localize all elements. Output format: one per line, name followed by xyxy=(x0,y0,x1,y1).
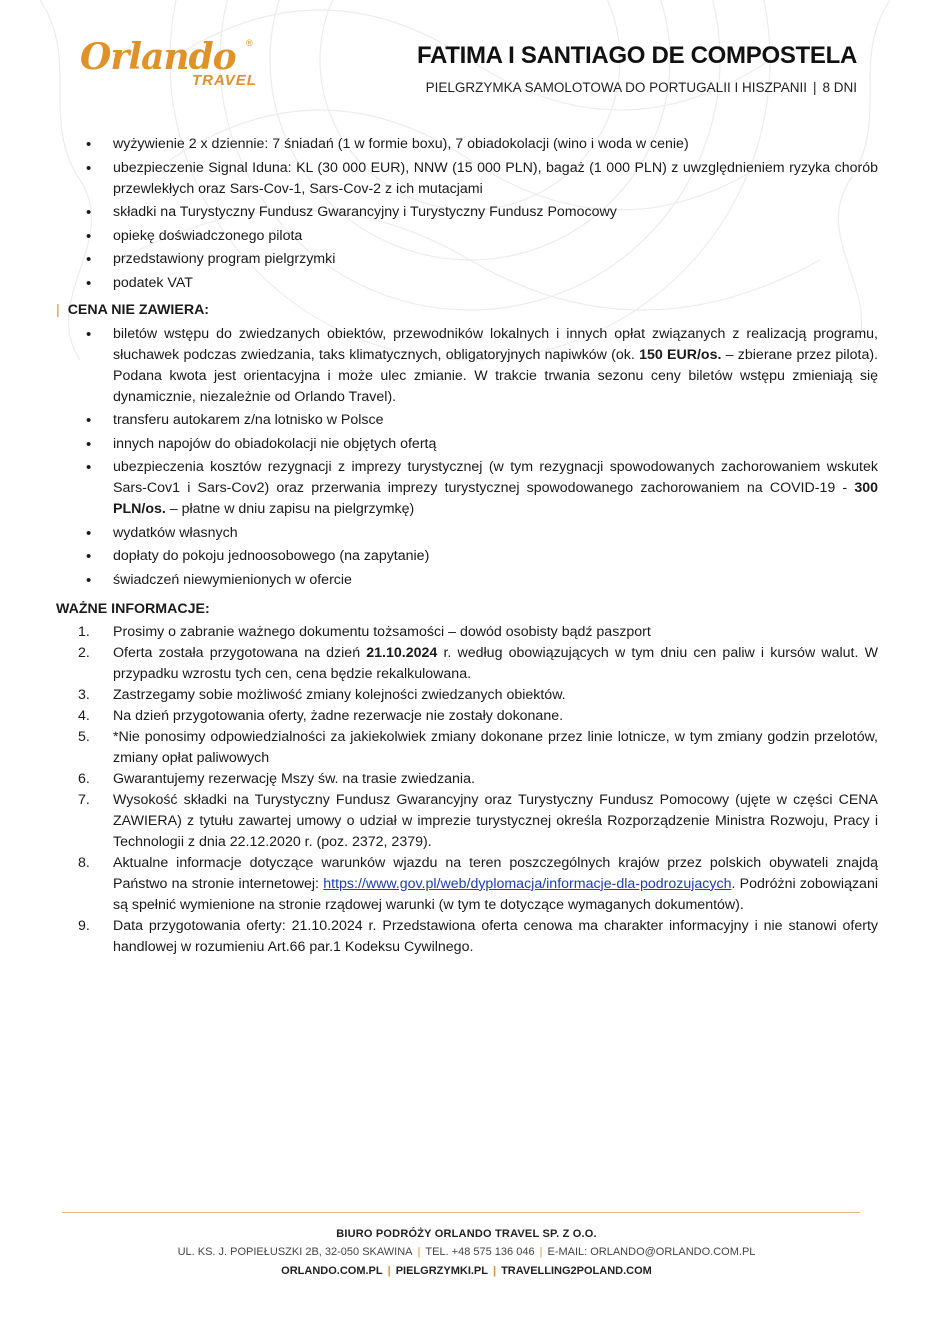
item-number: 6. xyxy=(78,770,90,787)
logo-travel-text: TRAVEL xyxy=(192,72,257,89)
list-item: • transferu autokarem z/na lotnisko w Polsce xyxy=(56,410,878,431)
item-text: Na dzień przygotowania oferty, żadne rezerwacje nie zostały dokonane. xyxy=(113,707,564,724)
footer-address: UL. KS. J. POPIEŁUSZKI 2B, 32-050 SKAWINA xyxy=(177,1246,413,1258)
numbered-item xyxy=(56,706,878,727)
numbered-item xyxy=(56,622,878,643)
included-list xyxy=(56,134,878,294)
list-item xyxy=(56,324,878,408)
numbered-item xyxy=(56,727,878,769)
item-text: biletów wstępu do zwiedzanych obiektów, przewodników lokalnych i innych opłat związanych z realizacją programu, słuchawek podczas zwiedzania, taks klimatycznych, obligatoryjnych napiwków (ok. xyxy=(113,325,878,363)
item-text: Oferta została przygotowana na dzień xyxy=(113,644,367,661)
section-heading-important: WAŻNE INFORMACJE: xyxy=(56,600,210,617)
footer-phone: TEL. +48 575 136 046 xyxy=(425,1246,535,1258)
numbered-item xyxy=(56,916,878,958)
list-item: • podatek VAT xyxy=(56,273,878,294)
item-text: Gwarantujemy rezerwację Mszy św. na trasie zwiedzania. xyxy=(113,770,475,787)
item-text: Zastrzegamy sobie możliwość zmiany kolejności zwiedzanych obiektów. xyxy=(113,686,566,703)
list-item: • opiekę doświadczonego pilota xyxy=(56,226,878,247)
page-title: FATIMA I SANTIAGO DE COMPOSTELA xyxy=(416,42,857,69)
list-item: • dopłaty do pokoju jednoosobowego (na zapytanie) xyxy=(56,546,878,567)
item-text: Prosimy o zabranie ważnego dokumentu tożsamości – dowód osobisty bądź paszport xyxy=(113,623,651,640)
page-subtitle xyxy=(426,80,857,95)
numbered-item xyxy=(56,643,878,685)
item-number: 2. xyxy=(78,644,90,661)
footer-company-name: BIURO PODRÓŻY ORLANDO TRAVEL SP. Z O.O. xyxy=(336,1228,597,1240)
logo-script-text: Orlando xyxy=(80,36,236,78)
footer-divider xyxy=(62,1212,860,1213)
footer-websites-line xyxy=(0,1265,933,1277)
heading-text: CENA NIE ZAWIERA: xyxy=(67,301,210,318)
item-price: 150 EUR/os. xyxy=(639,346,722,363)
item-text: Data przygotowania oferty: 21.10.2024 r. Przedstawiona oferta cenowa ma charakter informacyjny i nie stanowi oferty handlowej w rozumieniu Art.66 par.1 Kodeksu Cywilnego. xyxy=(113,917,878,955)
footer-separator: | xyxy=(539,1246,543,1258)
item-price: 300 PLN/os. xyxy=(113,480,878,517)
list-item: • ubezpieczenie Signal Iduna: KL (30 000 EUR), NNW (15 000 PLN), bagaż (1 000 PLN) z uwzględnieniem ryzyka chorób przewlekłych oraz Sars-Cov-1, Sars-Cov-2 z ich mutacjami xyxy=(56,158,878,200)
item-number: 9. xyxy=(78,917,90,934)
item-text: . Podróżni zobowiązani są spełnić wymienione na stronie rządowej warunki (w tym te dotyczące wymaganych dokumentów). xyxy=(113,875,878,913)
document-body xyxy=(56,134,878,958)
item-text: r. według obowiązujących w tym dniu cen paliw i kursów walut. W przypadku wzrostu tych cen, cena będzie rekalkulowana. xyxy=(113,644,878,682)
item-number: 3. xyxy=(78,686,90,703)
item-number: 5. xyxy=(78,728,90,745)
footer-site-pielgrzymki[interactable]: PIELGRZYMKI.PL xyxy=(395,1265,488,1277)
subtitle-trip-type: PIELGRZYMKA SAMOLOTOWA DO PORTUGALII I HISZPANII xyxy=(425,80,807,95)
item-date: 21.10.2024 xyxy=(366,644,438,661)
footer-separator: | xyxy=(492,1265,497,1277)
list-item: • wyżywienie 2 x dziennie: 7 śniadań (1 w formie boxu), 7 obiadokolacji (wino i woda w cenie) xyxy=(56,134,878,155)
subtitle-separator: | xyxy=(812,80,817,95)
subtitle-duration: 8 DNI xyxy=(822,80,857,95)
numbered-item xyxy=(56,790,878,853)
footer-site-travelling[interactable]: TRAVELLING2POLAND.COM xyxy=(501,1265,652,1277)
important-info-list xyxy=(56,622,878,958)
list-item: • świadczeń niewymienionych w ofercie xyxy=(56,570,878,591)
item-text: ubezpieczenia kosztów rezygnacji z imprezy turystycznej (w tym rezygnacji spowodowanych zachorowaniem wskutek Sars-Cov1 i Sars-Cov2) oraz przerwania imprezy turystycznej spowodowanego zachorowaniem na COVID-19 - xyxy=(113,459,878,496)
item-number: 7. xyxy=(78,791,90,808)
footer-email: E-MAIL: ORLANDO@ORLANDO.COM.PL xyxy=(547,1246,756,1258)
item-text: – zbierane przez pilota). Podana kwota jest orientacyjna i może ulec zmianie. W trakcie trwania sezonu ceny biletów wstępu zmieniają się dynamicznie, niezależnie od Orlando Travel). xyxy=(113,346,879,405)
not-included-list xyxy=(56,324,878,591)
list-item: • wydatków własnych xyxy=(56,523,878,544)
item-number: 1. xyxy=(78,623,90,640)
item-text: *Nie ponosimy odpowiedzialności za jakiekolwiek zmiany dokonane przez linie lotnicze, w tym zmiany godzin przelotów, zmiany opłat paliwowych xyxy=(113,728,878,766)
footer-separator: | xyxy=(387,1265,391,1277)
numbered-item xyxy=(56,853,878,916)
item-text: – płatne w dniu zapisu na pielgrzymkę) xyxy=(165,501,415,517)
item-text: Wysokość składki na Turystyczny Fundusz Gwarancyjny oraz Turystyczny Fundusz Pomocowy (ujęte w części CENA ZAWIERA) z tytułu zawartej umowy o udział w imprezie turystycznej określa Rozporządzenie Ministra Rozwoju, Pracy i Technologii z dnia 22.12.2020 r. (poz. 2372, 2379). xyxy=(113,791,878,850)
item-number: 4. xyxy=(78,707,90,724)
numbered-item xyxy=(56,685,878,706)
numbered-item xyxy=(56,769,878,790)
heading-accent-bar: | xyxy=(56,301,60,318)
list-item: • składki na Turystyczny Fundusz Gwarancyjny i Turystyczny Fundusz Pomocowy xyxy=(56,202,878,223)
footer-contact-line xyxy=(0,1246,933,1258)
item-number: 8. xyxy=(78,854,90,871)
logo-registered-mark: ® xyxy=(246,38,253,48)
list-item: • innych napojów do obiadokolacji nie objętych ofertą xyxy=(56,434,878,455)
list-item: • przedstawiony program pielgrzymki xyxy=(56,249,878,270)
orlando-travel-logo xyxy=(80,36,260,96)
footer-site-orlando[interactable]: ORLANDO.COM.PL xyxy=(281,1265,383,1277)
section-heading-not-included xyxy=(56,300,878,321)
gov-travel-info-link[interactable]: https://www.gov.pl/web/dyplomacja/informacje-dla-podrozujacych xyxy=(323,875,732,892)
item-text: Aktualne informacje dotyczące warunków wjazdu na teren poszczególnych krajów przez polskich obywateli znajdą Państwo na stronie internetowej: xyxy=(113,854,878,892)
footer-separator: | xyxy=(417,1246,421,1258)
list-item xyxy=(56,457,878,520)
